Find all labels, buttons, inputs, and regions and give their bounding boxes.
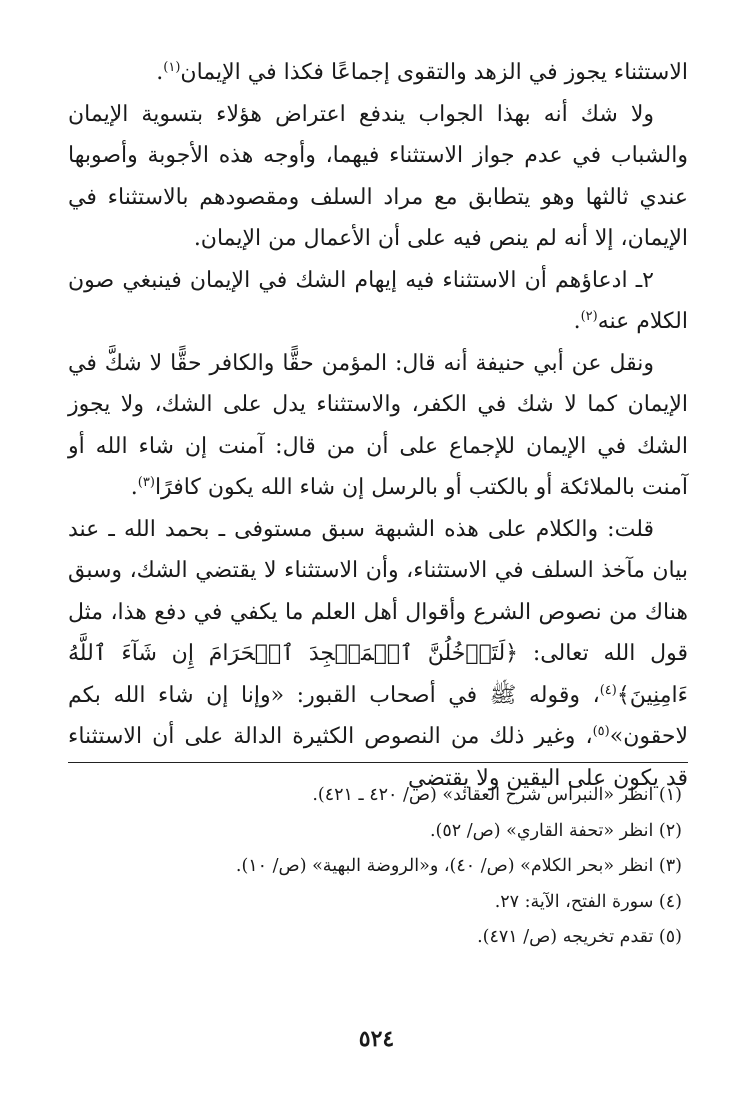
paragraph-5-text-b: ، وقوله ﷺ في أصحاب القبور: «وإنا إن شاء الله بكم لاحقون» (68, 682, 688, 749)
paragraph-3-text: ٢ـ ادعاؤهم أن الاستثناء فيه إيهام الشك في الإيمان فينبغي صون الكلام عنه (68, 267, 688, 334)
footnote-separator (68, 762, 688, 763)
page-number: ٥٢٤ (358, 1026, 395, 1052)
footnotes (68, 778, 688, 956)
footnote-4: (٤) سورة الفتح، الآية: ٢٧. (494, 891, 682, 912)
footnote-ref-3[interactable]: (٣) (137, 475, 155, 490)
footnote-2: (٢) انظر «تحفة القاري» (ص/ ٥٢). (429, 820, 682, 841)
paragraph-5-text-a: قلت: والكلام على هذه الشبهة سبق مستوفى ـ بحمد الله ـ عند بيان مآخذ السلف في الاستثناء، وأن الاستثناء لا يقتضي الشك، وسبق هناك من نصوص الشرع وأقوال أهل العلم ما يكفي في دفع هذا، مثل قول الله تعالى: (68, 516, 688, 666)
footnote-ref-1[interactable]: (١) (163, 60, 181, 75)
paragraph-1 (68, 52, 688, 94)
footnote-1: (١) انظر «النبراس شرح العقائد» (ص/ ٤٢٠ ـ ٤٢١). (312, 785, 682, 805)
paragraph-5 (68, 509, 688, 800)
footnote-3: (٣) انظر «بحر الكلام» (ص/ ٤٠)، و«الروضة البهية» (ص/ ١٠). (235, 856, 682, 876)
paragraph-3 (68, 260, 688, 343)
quran-verse: ﴿لَتَدۡخُلُنَّ ٱلۡمَسۡجِدَ ٱلۡحَرَامَ إِن شَآءَ ٱللَّهُ ءَامِنِينَ﴾ (68, 641, 688, 708)
main-text (68, 52, 688, 799)
paragraph-3-end: . (573, 309, 581, 334)
footnote-5: (٥) تقدم تخريجه (ص/ ٤٧١). (477, 927, 682, 947)
footnote-ref-4[interactable]: (٤) (599, 682, 617, 698)
paragraph-2 (68, 94, 688, 260)
paragraph-5-text-c: ، وغير ذلك من النصوص الكثيرة الدالة على أن الاستثناء قد يكون على اليقين ولا يقتضي (68, 724, 688, 791)
paragraph-4-end: . (130, 475, 138, 500)
footnote-ref-2[interactable]: (٢) (580, 309, 598, 324)
footnote-ref-5[interactable]: (٥) (592, 724, 610, 739)
paragraph-4-text: ونقل عن أبي حنيفة أنه قال: المؤمن حقًّا والكافر حقًّا لا شكَّ في الإيمان كما لا شك في الكفر، والاستثناء يدل على الشك، ولا يجوز الشك في الإيمان للإجماع على أن من قال: آمنت إن شاء الله أو آمنت بالملائكة أو بالكتب أو بالرسل إن شاء الله يكون كافرًا (68, 350, 688, 500)
paragraph-1-text: الاستثناء يجوز في الزهد والتقوى إجماعًا فكذا في الإيمان (180, 60, 688, 85)
paragraph-1-end: . (156, 60, 164, 85)
paragraph-2-text: ولا شك أنه بهذا الجواب يندفع اعتراض هؤلاء بتسوية الإيمان والشباب في عدم جواز الاستثناء فيهما، وأوجه هذه الأجوبة وأصوبها عندي ثالثها وهو يتطابق مع مراد السلف ومقصودهم بالاستثناء في الإيمان، إلا أنه لم ينص فيه على أن الأعمال من الإيمان. (68, 101, 688, 251)
paragraph-4 (68, 343, 688, 509)
